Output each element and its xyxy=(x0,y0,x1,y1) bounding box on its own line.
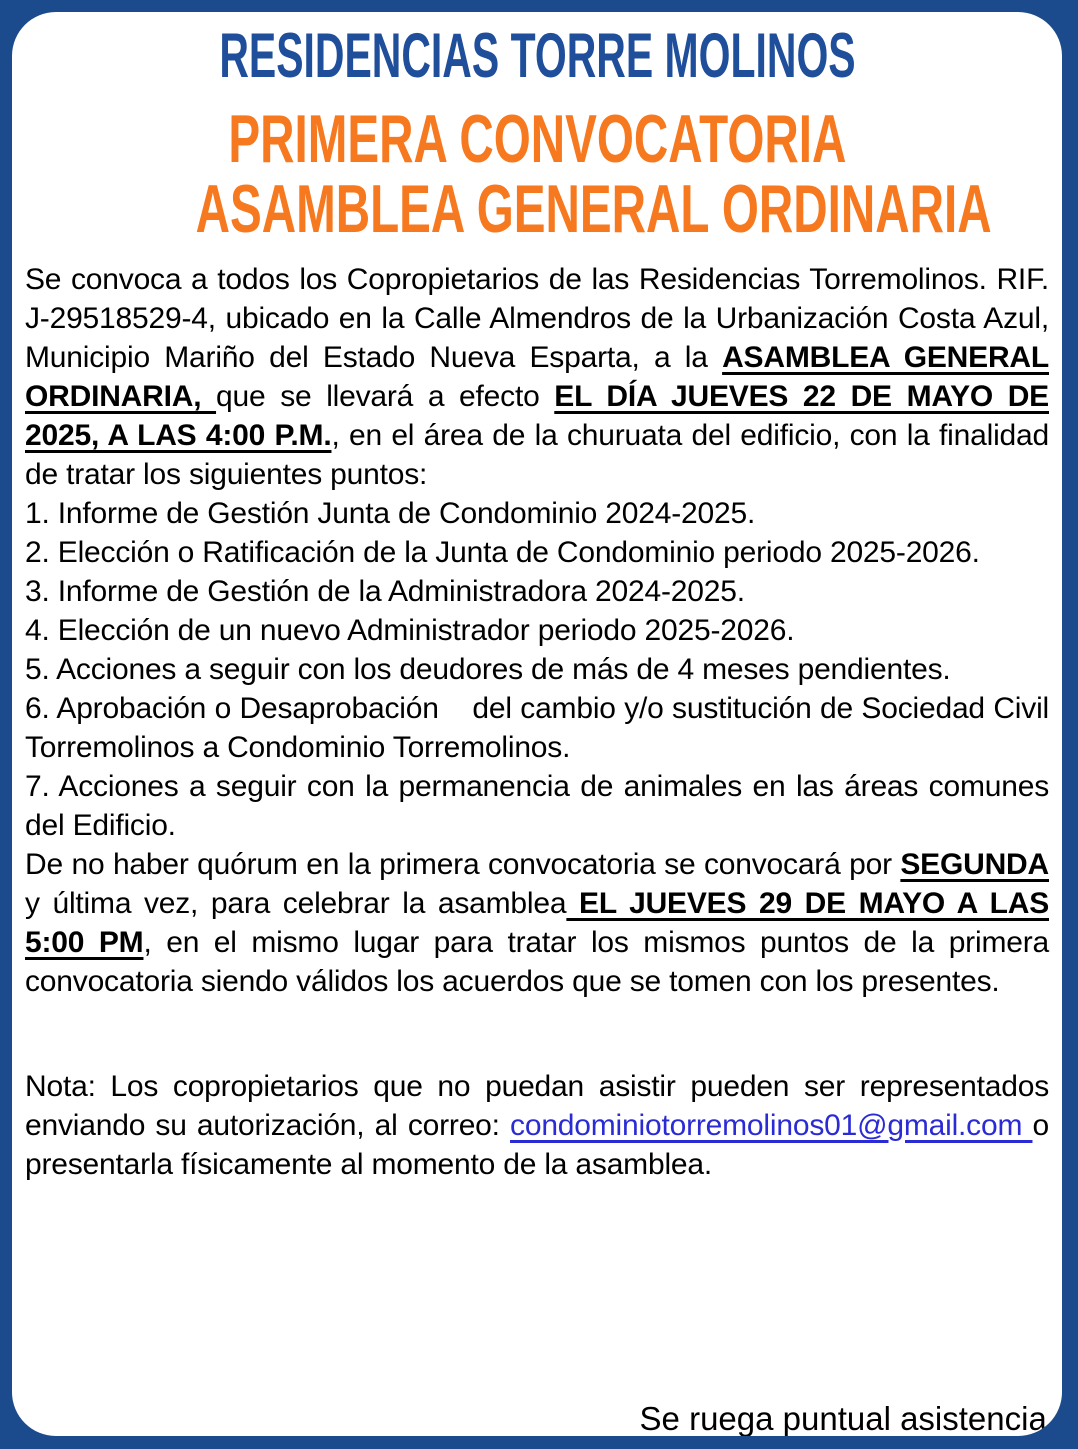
intro-run-3: que se llevará a efecto xyxy=(216,380,555,413)
intro-run-asamblea-bold: ASAMBLEA GENERAL ORDINARIA, xyxy=(25,341,1049,413)
notice-page xyxy=(12,12,1062,1436)
closing-line: Se ruega puntual asistencia. xyxy=(639,1400,1056,1436)
subtitle-asamblea-general: ASAMBLEA GENERAL ORDINARIA xyxy=(195,171,992,247)
building-title xyxy=(25,21,1049,91)
second-call-fecha-bold: EL JUEVES 29 DE MAYO A LAS 5:00 PM xyxy=(25,887,1050,959)
second-call-run-5: , en el mismo lugar para tratar los mismos puntos de la primera convocatoria siendo válidos los acuerdos que se tomen con los presentes. xyxy=(25,926,1049,998)
intro-run-5: , en el área de la churuata del edificio, con la finalidad de tratar los siguientes puntos: xyxy=(25,419,1050,491)
building-title-text: RESIDENCIAS TORRE MOLINOS xyxy=(218,21,856,91)
second-call-paragraph xyxy=(25,845,1049,1001)
agenda-item-6: 6. Aprobación o Desaprobación del cambio y/o sustitución de Sociedad Civil Torremolinos a Condominio Torremolinos. xyxy=(25,692,1049,764)
note-run-1: Nota: Los copropietarios que no puedan asistir pueden ser representados enviando su autorización, al correo: xyxy=(25,1070,1049,1142)
intro-run-1: Se convoca a todos los Copropietarios de las Residencias Torremolinos. RIF. J-29518529-4, ubicado en la Calle Almendros de la Urbanización Costa Azul, Municipio Mariño del Estado Nueva Esparta, a la xyxy=(25,263,1049,374)
intro-paragraph xyxy=(25,260,1049,494)
second-call-segunda-bold: SEGUNDA xyxy=(900,848,1049,881)
second-call-run-1: De no haber quórum en la primera convocatoria se convocará por xyxy=(25,848,901,881)
agenda-item-5: 5. Acciones a seguir con los deudores de más de 4 meses pendientes. xyxy=(25,653,951,686)
email-link[interactable]: condominiotorremolinos01@gmail.com xyxy=(510,1109,1033,1142)
note-paragraph xyxy=(25,1067,1049,1184)
subtitle-primera-convocatoria: PRIMERA CONVOCATORIA xyxy=(228,101,846,177)
intro-run-fecha-bold: EL DÍA JUEVES 22 DE MAYO DE 2025, A LAS 4:00 P.M. xyxy=(25,380,1049,452)
agenda-item-4: 4. Elección de un nuevo Administrador periodo 2025-2026. xyxy=(25,614,795,647)
agenda-item-7: 7. Acciones a seguir con la permanencia de animales en las áreas comunes del Edificio. xyxy=(25,770,1049,842)
note-run-3: o presentarla físicamente al momento de la asamblea. xyxy=(25,1109,1049,1181)
agenda-item-3: 3. Informe de Gestión de la Administradora 2024-2025. xyxy=(25,575,745,608)
agenda-item-2: 2. Elección o Ratificación de la Junta de Condominio periodo 2025-2026. xyxy=(25,536,980,569)
second-call-run-3: y última vez, para celebrar la asamblea xyxy=(25,887,567,920)
agenda-item-1: 1. Informe de Gestión Junta de Condominio 2024-2025. xyxy=(25,497,756,530)
